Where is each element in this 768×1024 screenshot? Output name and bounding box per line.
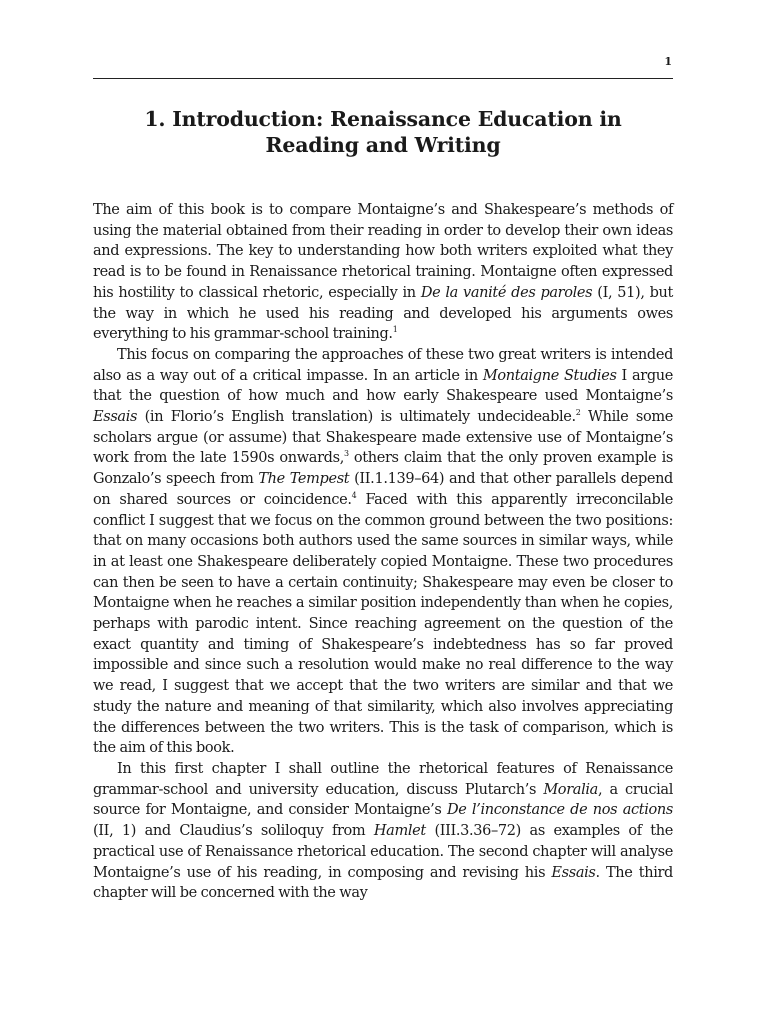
italic-title: De la vanité des paroles	[420, 284, 593, 301]
chapter-title-line-1: 1. Introduction: Renaissance Education in	[144, 107, 622, 131]
text-run: In this first chapter I shall outline the rhetorical features of Renaissance grammar-school and university education, discuss Plutarch’s	[93, 760, 673, 798]
italic-title: De l’inconstance de nos actions	[446, 802, 673, 819]
chapter-title	[93, 106, 673, 158]
text-run: Faced with this apparently irreconcilable conflict I suggest that we focus on the common ground between the two positions: that on many occasions both authors used the same sources in similar ways, while in at least one Shakespeare deliberately copied Montaigne. These two procedures can then be seen to have a certain continuity; Shakespeare may even be closer to Montaigne when he reaches a similar position independently than when he copies, perhaps with parodic intent. Since reaching agreement on the question of the exact quantity and timing of Shakespeare’s indebtedness has so far proved impossible and since such a resolution would make no real difference to the way we read, I suggest that we accept that the two writers are similar and that we study the nature and meaning of that similarity, which also involves appreciating the differences between the two writers. This is the task of comparison, which is the aim of this book.	[93, 491, 673, 757]
text-run: This focus on comparing the approaches of these two great writers is intended also as a way out of a critical impasse. In an article in	[93, 346, 673, 384]
text-run: (I, 51), but the way in which he used his reading and developed his arguments owes everything to his grammar-school training.	[93, 284, 674, 343]
text-run: (II.1.139–64) and that other parallels depend on shared sources or coincidence.	[93, 471, 673, 508]
italic-title: Hamlet	[373, 823, 426, 840]
text-run: . The third chapter will be concerned with the way	[93, 864, 673, 902]
text-run: (III.3.36–72) as examples of the practical use of Renaissance rhetorical education. The second chapter will analyse Montaigne’s use of his reading, in composing and revising his	[93, 823, 673, 881]
footnote-marker: 3	[343, 449, 349, 459]
italic-title: Montaigne Studies	[482, 367, 617, 384]
paragraph	[93, 345, 673, 759]
footnote-marker: 1	[392, 325, 398, 335]
text-run: The aim of this book is to compare Montaigne’s and Shakespeare’s methods of using the material obtained from their reading in order to develop their own ideas and expressions. The key to understanding how both writers exploited what they read is to be found in Renaissance rhetorical training. Montaigne often expressed his hostility to classical rhetoric, especially in	[93, 202, 673, 301]
paragraph	[93, 200, 673, 345]
footnote-marker: 2	[575, 408, 581, 418]
header-rule	[93, 78, 673, 79]
page-number: 1	[664, 55, 672, 68]
paragraph	[93, 759, 673, 904]
text-run: others claim that the only proven example is Gonzalo’s speech from	[93, 450, 673, 488]
italic-title: Essais	[551, 864, 596, 881]
text-run: (in Florio’s English translation) is ultimately undecideable.	[137, 409, 576, 426]
italic-title: Essais	[93, 409, 138, 426]
italic-title: Moralia	[543, 781, 598, 798]
text-run: , a crucial source for Montaigne, and consider Montaigne’s	[93, 781, 673, 819]
chapter-title-line-2: Reading and Writing	[265, 133, 501, 157]
text-run: While some scholars argue (or assume) that Shakespeare made extensive use of Montaigne’s work from the late 1590s onwards,	[93, 409, 673, 467]
text-run: I argue that the question of how much and how early Shakespeare used Montaigne’s	[93, 367, 673, 405]
text-run: (II, 1) and Claudius’s soliloquy from	[93, 823, 374, 840]
italic-title: The Tempest	[258, 471, 350, 488]
footnote-marker: 4	[351, 490, 357, 500]
body-text	[93, 200, 673, 904]
